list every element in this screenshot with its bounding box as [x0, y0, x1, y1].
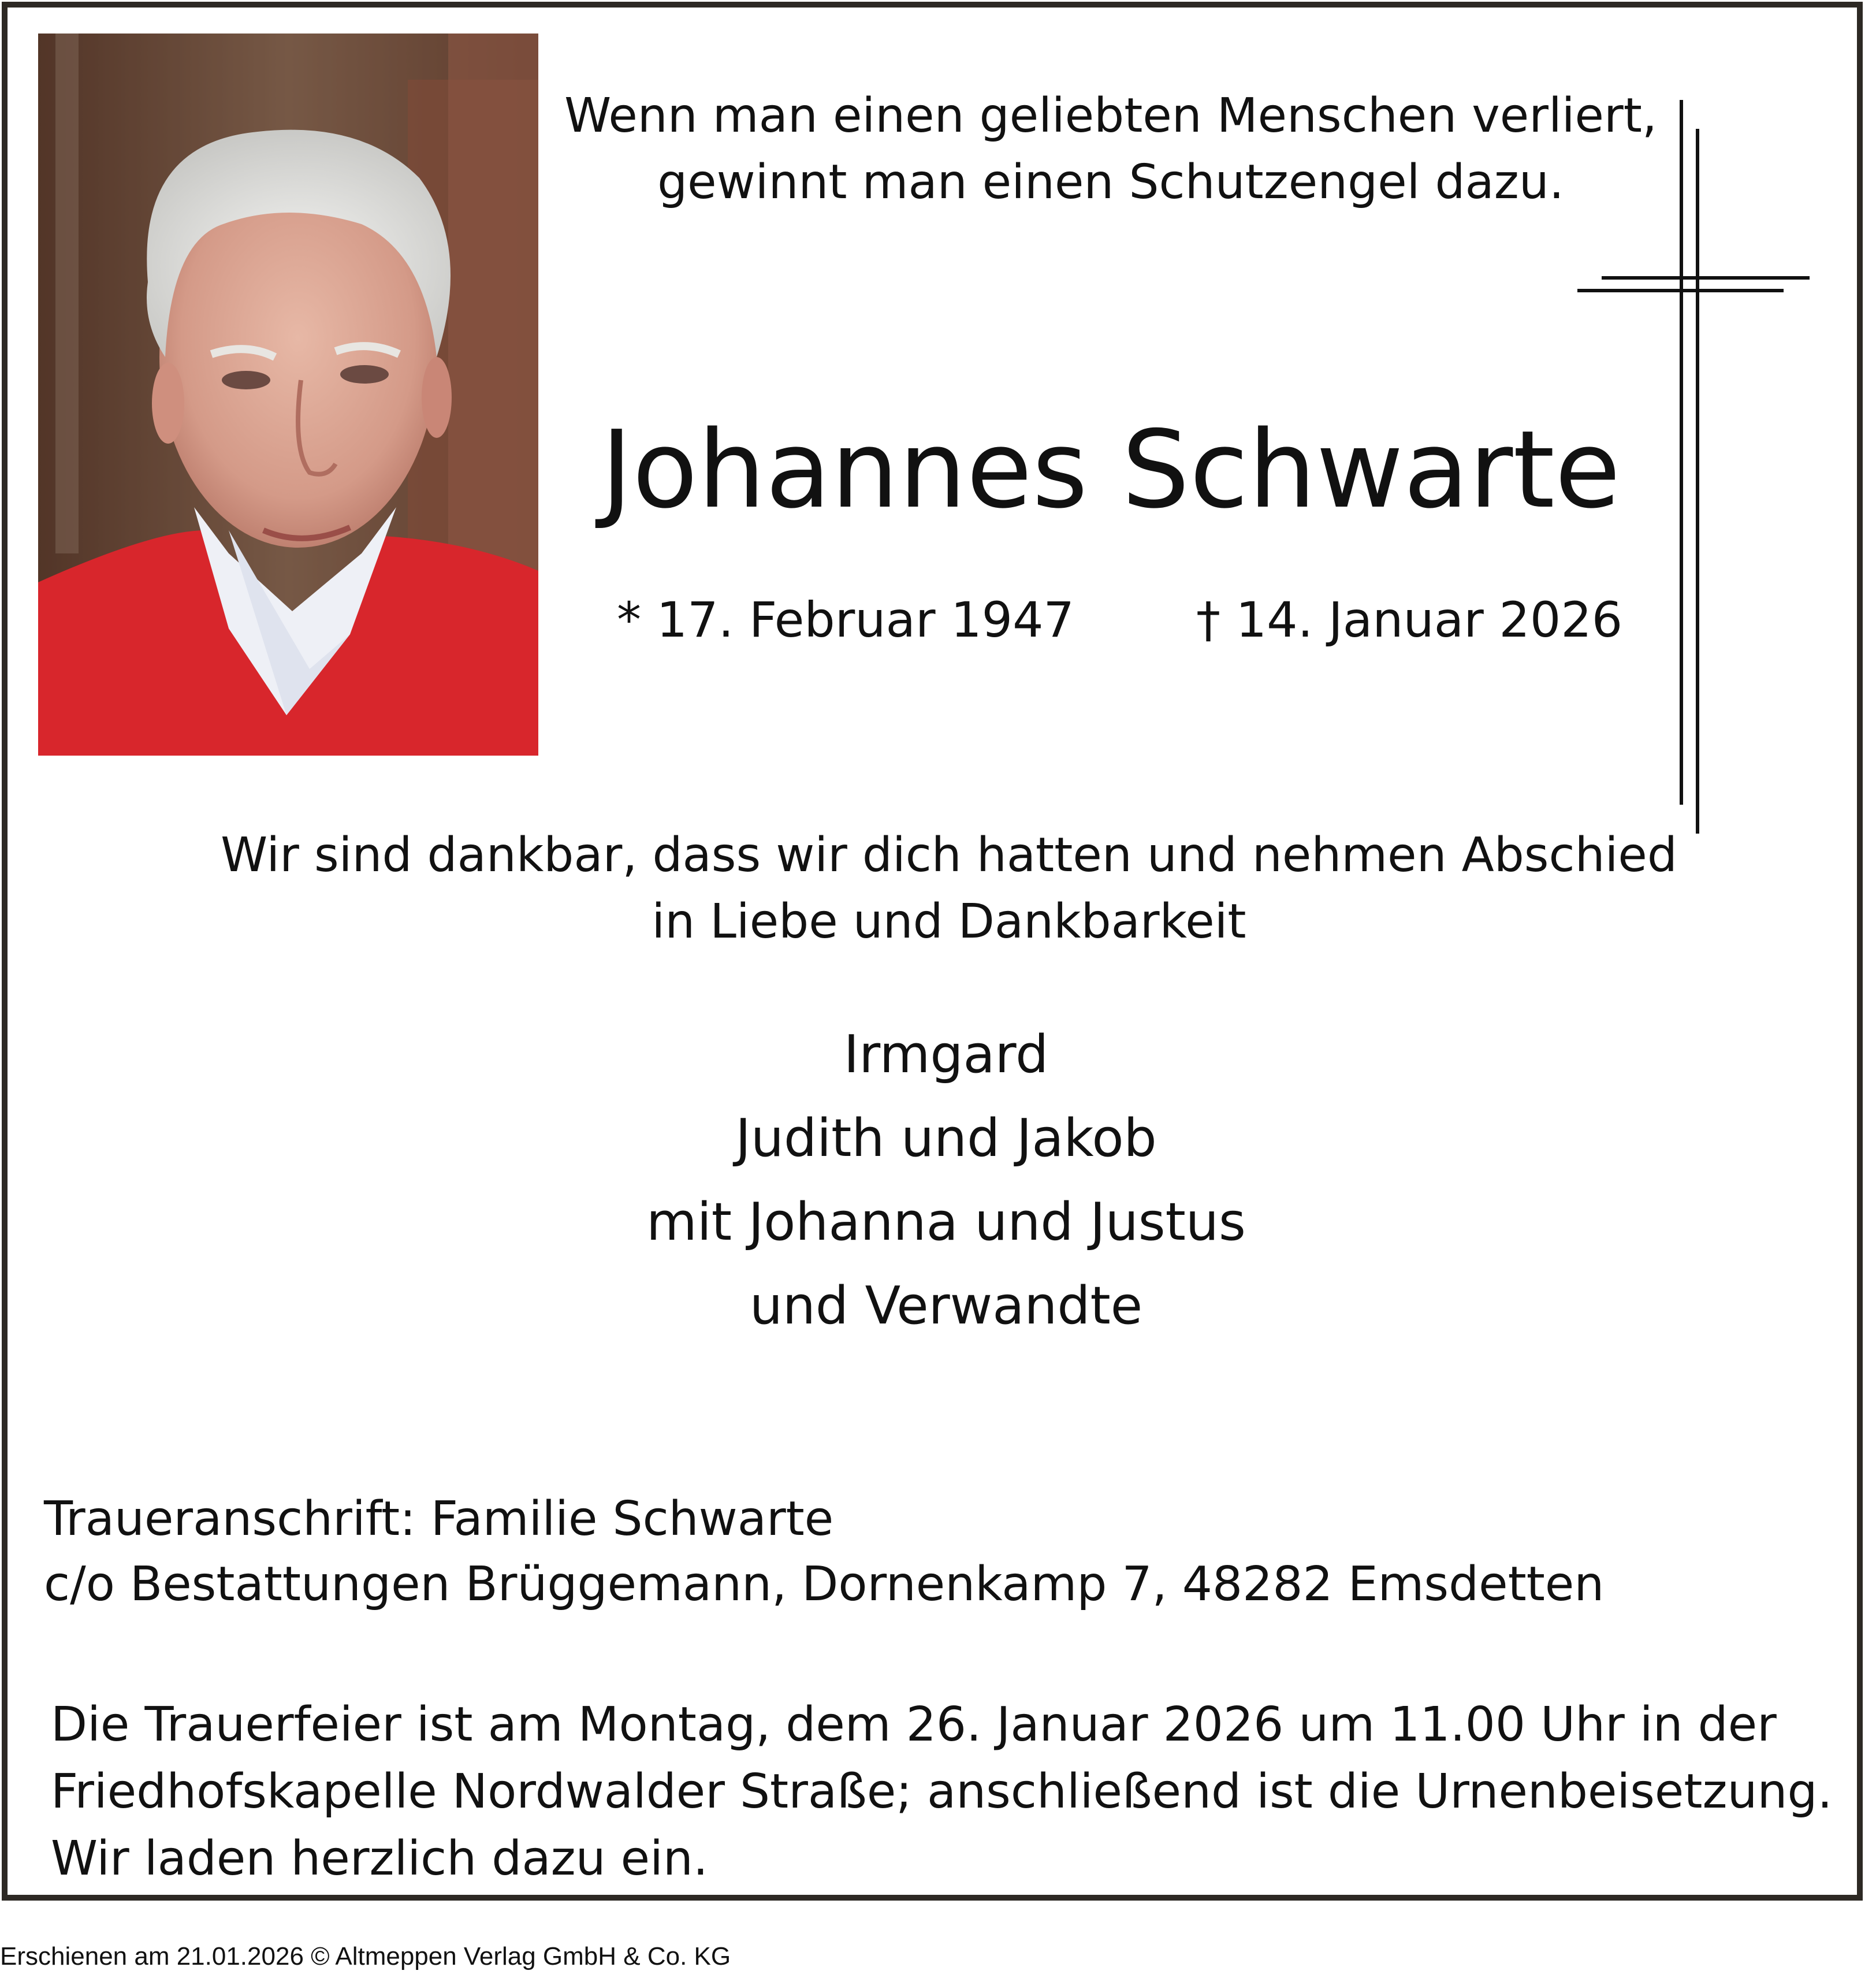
- address-line: c/o Bestattungen Brüggemann, Dornenkamp 7, 48282 Emsdetten: [44, 1557, 1605, 1612]
- portrait-photo: [38, 34, 538, 756]
- mourning-address: [44, 1486, 1604, 1617]
- publication-footer: Erschienen am 21.01.2026 © Altmeppen Verlag GmbH & Co. KG: [0, 1942, 731, 1970]
- quote-line: Wenn man einen geliebten Menschen verliert,: [564, 88, 1657, 143]
- death-date: † 14. Januar 2026: [1196, 592, 1623, 648]
- family-line: Irmgard: [843, 1024, 1049, 1085]
- deceased-name: Johannes Schwarte: [601, 407, 1621, 532]
- thanks-line: in Liebe und Dankbarkeit: [652, 894, 1246, 949]
- obituary-notice: [2, 2, 1863, 1901]
- family-list: [527, 1013, 1365, 1348]
- family-line: mit Johanna und Justus: [646, 1192, 1246, 1252]
- address-line: Traueranschrift: Familie Schwarte: [44, 1492, 834, 1546]
- portrait-image: [38, 34, 538, 756]
- thanks-line: Wir sind dankbar, dass wir dich hatten und nehmen Abschied: [221, 828, 1677, 883]
- ceremony-line: Friedhofskapelle Nordwalder Straße; anschließend ist die Urnenbeisetzung.: [51, 1764, 1833, 1819]
- ceremony-line: Wir laden herzlich dazu ein.: [51, 1831, 708, 1886]
- family-line: und Verwandte: [749, 1276, 1143, 1336]
- birth-date: * 17. Februar 1947: [617, 592, 1074, 648]
- quote-line: gewinnt man einen Schutzengel dazu.: [657, 155, 1564, 210]
- ceremony-line: Die Trauerfeier ist am Montag, dem 26. Januar 2026 um 11.00 Uhr in der: [51, 1697, 1777, 1752]
- thanks-text: [181, 822, 1717, 955]
- ceremony-info: [51, 1691, 1833, 1893]
- quote: [539, 83, 1683, 215]
- family-line: Judith und Jakob: [735, 1108, 1157, 1169]
